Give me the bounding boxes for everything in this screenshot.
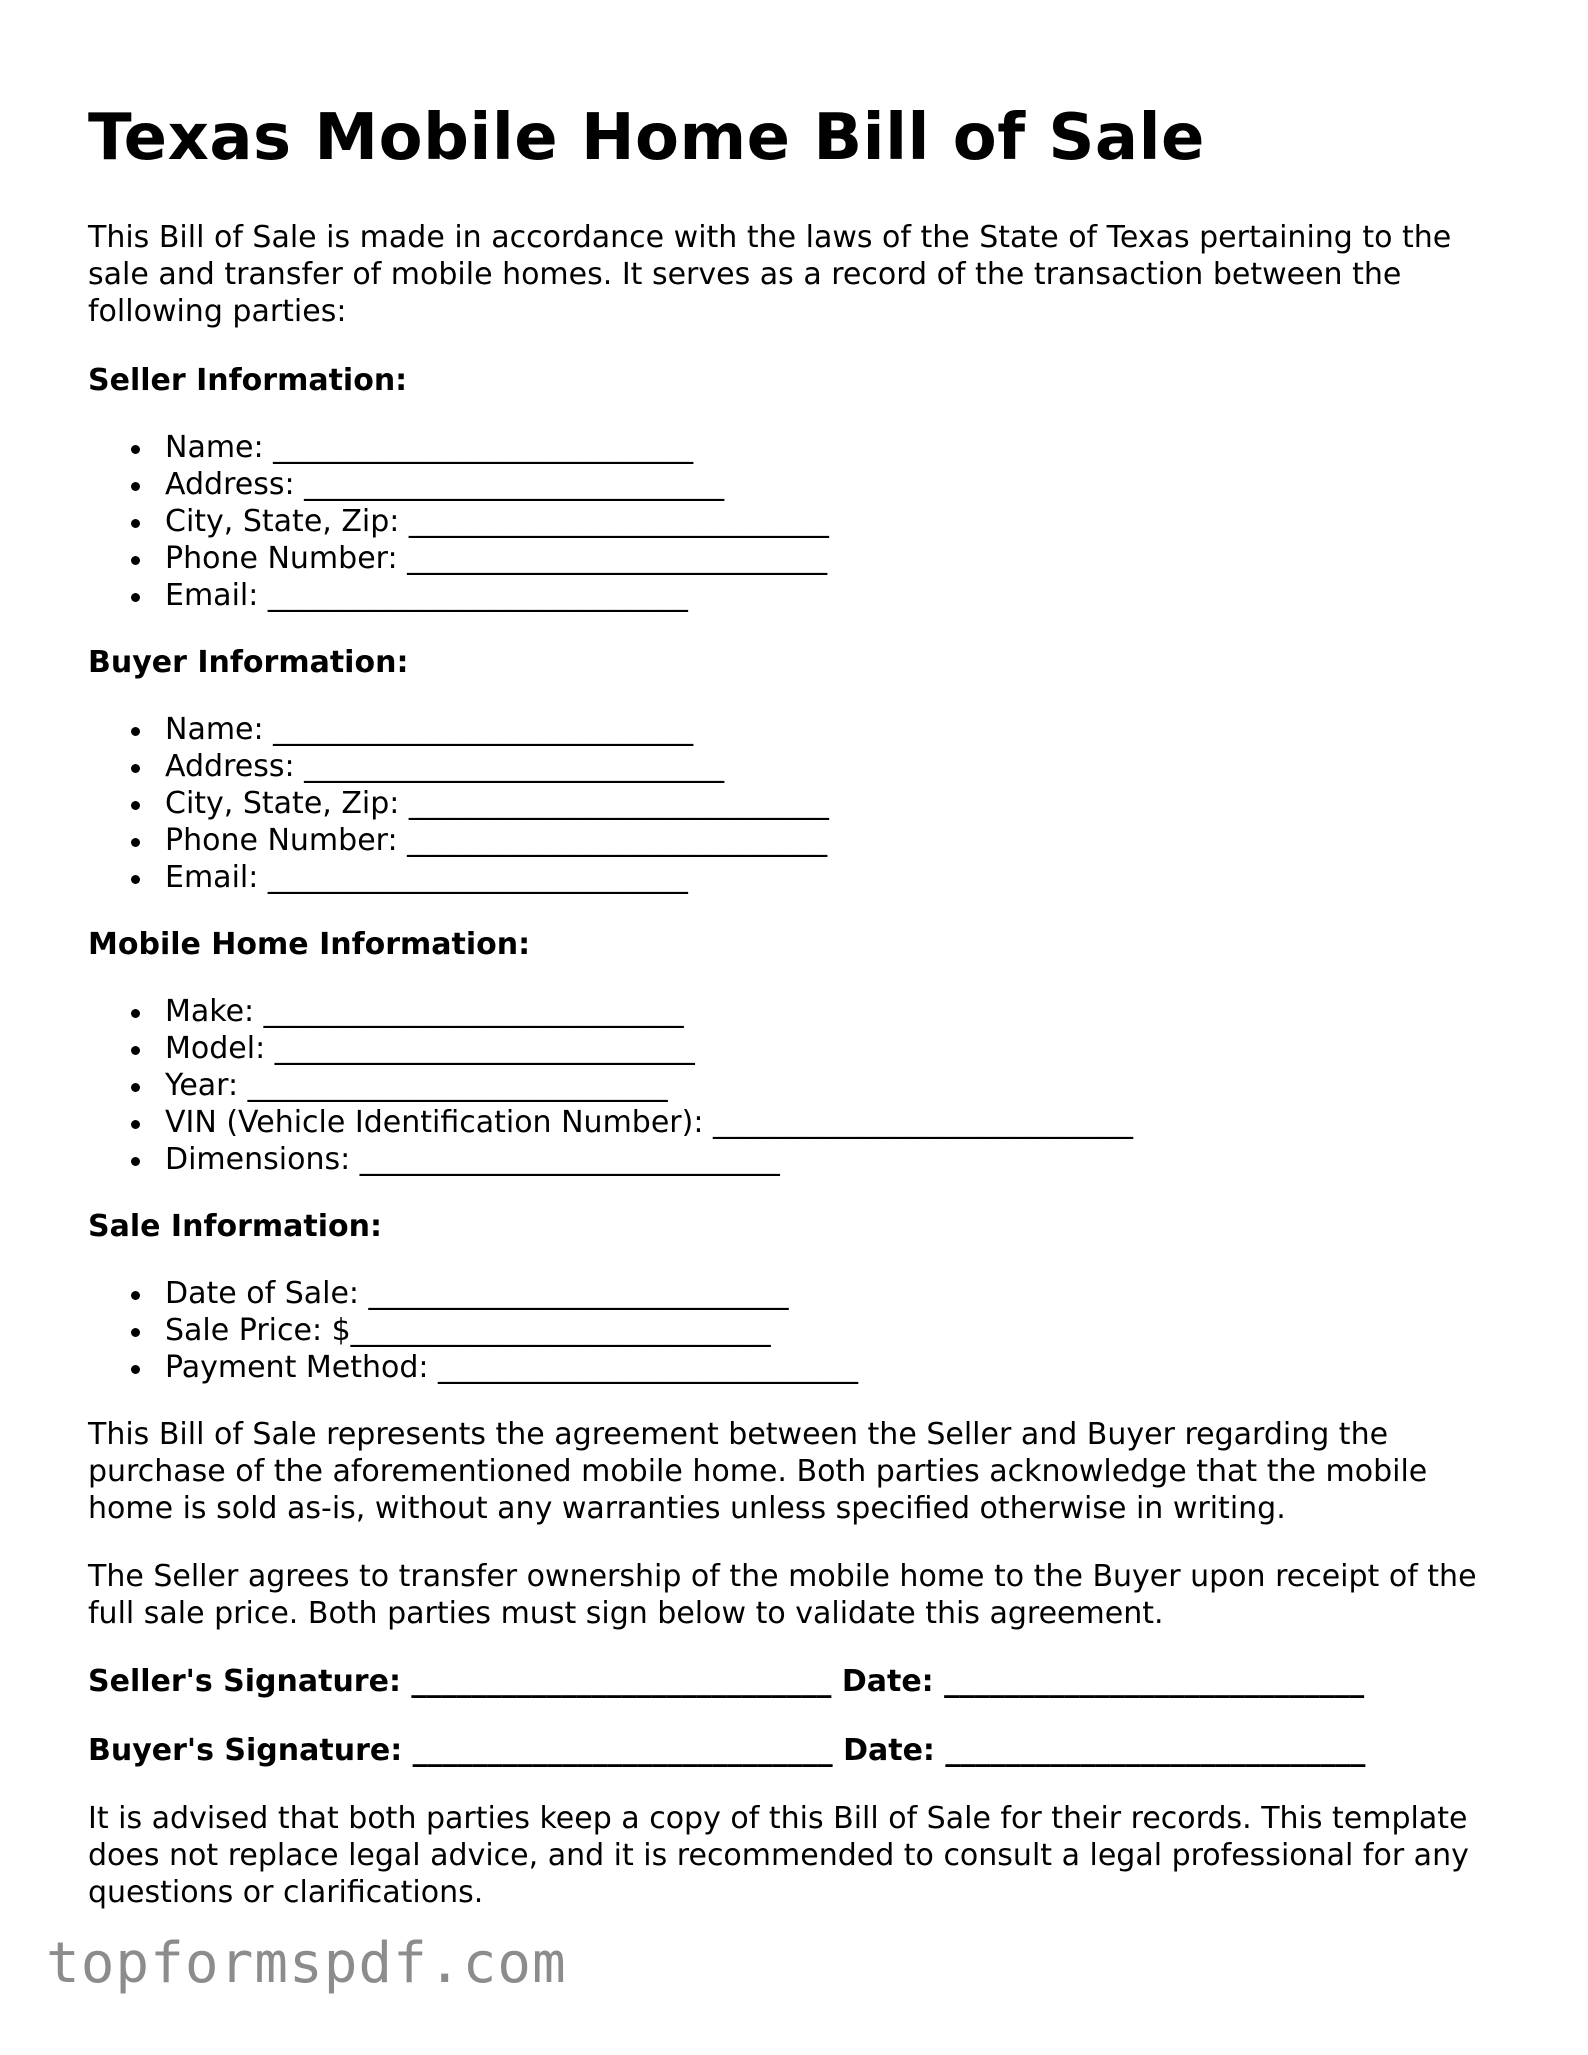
- seller-name-field[interactable]: Name: ____________________________: [165, 429, 1508, 466]
- mobile-home-fields: [88, 993, 1508, 1178]
- page-title: Texas Mobile Home Bill of Sale: [88, 101, 1205, 175]
- sale-fields: [88, 1275, 1508, 1386]
- vin-field[interactable]: VIN (Vehicle Identification Number): ____________________________: [165, 1104, 1508, 1141]
- intro-paragraph: This Bill of Sale is made in accordance with the laws of the State of Texas pertaining to the sale and transfer of mobile homes. It serves as a record of the transaction between the following parties:: [88, 219, 1452, 329]
- mobile-home-heading: Mobile Home Information:: [88, 926, 531, 962]
- model-field[interactable]: Model: ____________________________: [165, 1030, 1508, 1067]
- seller-city-state-zip-field[interactable]: City, State, Zip: ____________________________: [165, 503, 1508, 540]
- seller-fields: [88, 429, 1508, 614]
- buyer-city-state-zip-field[interactable]: City, State, Zip: ____________________________: [165, 785, 1508, 822]
- seller-phone-field[interactable]: Phone Number: ____________________________: [165, 540, 1508, 577]
- document-page: [88, 100, 1508, 1911]
- seller-address-field[interactable]: Address: ____________________________: [165, 466, 1508, 503]
- buyer-name-field[interactable]: Name: ____________________________: [165, 711, 1508, 748]
- seller-signature-line[interactable]: Seller's Signature: ____________________________ Date: ____________________________: [88, 1663, 1365, 1699]
- dimensions-field[interactable]: Dimensions: ____________________________: [165, 1141, 1508, 1178]
- closing-paragraph: It is advised that both parties keep a copy of this Bill of Sale for their records. This template does not replace legal advice, and it is recommended to consult a legal professional for any questions or clarifications.: [88, 1800, 1469, 1910]
- seller-heading: Seller Information:: [88, 362, 408, 398]
- transfer-paragraph: The Seller agrees to transfer ownership of the mobile home to the Buyer upon receipt of the full sale price. Both parties must sign below to validate this agreement.: [88, 1558, 1477, 1631]
- make-field[interactable]: Make: ____________________________: [165, 993, 1508, 1030]
- sale-heading: Sale Information:: [88, 1208, 382, 1244]
- watermark: topformspdf.com: [46, 1931, 567, 1996]
- buyer-fields: [88, 711, 1508, 896]
- date-of-sale-field[interactable]: Date of Sale: ____________________________: [165, 1275, 1508, 1312]
- payment-method-field[interactable]: Payment Method: ____________________________: [165, 1349, 1508, 1386]
- seller-email-field[interactable]: Email: ____________________________: [165, 577, 1508, 614]
- agreement-paragraph: This Bill of Sale represents the agreement between the Seller and Buyer regarding the purchase of the aforementioned mobile home. Both parties acknowledge that the mobile home is sold as-is, without any warranties unless specified otherwise in writing.: [88, 1416, 1428, 1526]
- buyer-phone-field[interactable]: Phone Number: ____________________________: [165, 822, 1508, 859]
- buyer-address-field[interactable]: Address: ____________________________: [165, 748, 1508, 785]
- buyer-heading: Buyer Information:: [88, 644, 409, 680]
- buyer-email-field[interactable]: Email: ____________________________: [165, 859, 1508, 896]
- sale-price-field[interactable]: Sale Price: $____________________________: [165, 1312, 1508, 1349]
- year-field[interactable]: Year: ____________________________: [165, 1067, 1508, 1104]
- buyer-signature-line[interactable]: Buyer's Signature: ____________________________ Date: ____________________________: [88, 1732, 1366, 1768]
